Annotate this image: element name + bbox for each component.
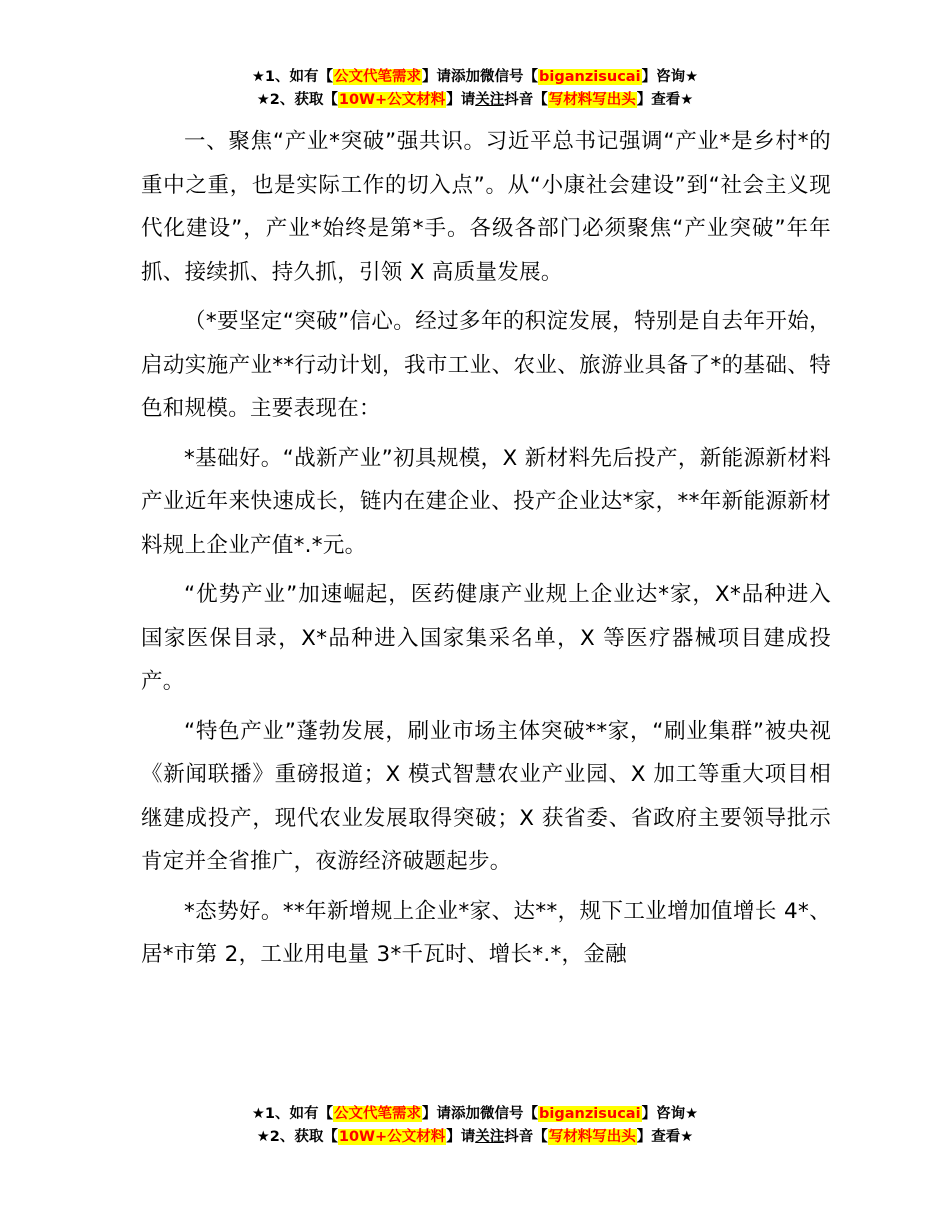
banner-text: 】查看★ [636, 92, 694, 108]
banner-line-1 [0, 1103, 950, 1126]
banner-text: 添加 [451, 69, 481, 85]
footer-banner [0, 1103, 950, 1149]
banner-line-2 [0, 1126, 950, 1149]
banner-text: 】请 [422, 1106, 452, 1122]
banner-highlight: 公文代笔需求 [334, 69, 422, 85]
banner-text: 抖音【 [504, 92, 548, 108]
paragraph: 一、聚焦“产业*突破”强共识。习近平总书记强调“产业*是乡村*的重中之重，也是实际工作的切入点”。从“小康社会建设”到“社会主义现代化建设”，产业*始终是第*手。各级各部门必须聚焦“产业突破”年年抓、接续抓、持久抓，引领 X 高质量发展。 [141, 129, 831, 285]
banner-text: 关注 [475, 1129, 505, 1145]
banner-text: 】请 [422, 69, 452, 85]
douyin-id-highlight: 写材料写出头 [548, 1129, 636, 1145]
douyin-id-highlight: 写材料写出头 [548, 92, 636, 108]
banner-line-2 [0, 89, 950, 112]
banner-text: 】查看★ [636, 1129, 694, 1145]
header-banner [0, 66, 950, 112]
wechat-id-highlight: biganzisucai [539, 1106, 641, 1122]
wechat-id-highlight: biganzisucai [539, 69, 641, 85]
banner-text: 添加 [451, 1106, 481, 1122]
banner-text: 关注 [475, 92, 505, 108]
paragraph: *态势好。**年新增规上企业*家、达**，规下工业增加值增长 4*、居*市第 2，工业用电量 3*千瓦时、增长*.*，金融 [141, 898, 831, 967]
banner-text: 微信号【 [480, 1106, 539, 1122]
banner-text: 】请 [446, 1129, 476, 1145]
banner-text: ★1、如有【 [251, 69, 334, 85]
banner-line-1 [0, 66, 950, 89]
paragraph: （*要坚定“突破”信心。经过多年的积淀发展，特别是自去年开始，启动实施产业**行动计划，我市工业、农业、旅游业具备了*的基础、特色和规模。主要表现在： [141, 309, 831, 421]
banner-text: ★2、获取【 [256, 1129, 338, 1145]
banner-highlight: 10W+公文材料 [338, 1129, 446, 1145]
banner-text: 抖音【 [504, 1129, 548, 1145]
banner-text: 】请 [446, 92, 476, 108]
paragraph: “优势产业”加速崛起，医药健康产业规上企业达*家，X*品种进入国家医保目录，X*品种进入国家集采名单，X 等医疗器械项目建成投产。 [141, 582, 831, 694]
paragraph: *基础好。“战新产业”初具规模，X 新材料先后投产，新能源新材料产业近年来快速成长，链内在建企业、投产企业达*家，**年新能源新材料规上企业产值*.*元。 [141, 445, 831, 558]
banner-text: 微信号【 [480, 69, 539, 85]
banner-highlight: 公文代笔需求 [334, 1106, 422, 1122]
document-body [141, 120, 831, 983]
banner-text: 】咨询★ [641, 1106, 699, 1122]
banner-highlight: 10W+公文材料 [338, 92, 446, 108]
paragraph: “特色产业”蓬勃发展，刷业市场主体突破**家，“刷业集群”被央视《新闻联播》重磅报道；X 模式智慧农业产业园、X 加工等重大项目相继建成投产，现代农业发展取得突破；X 获省委、省政府主要领导批示肯定并全省推广，夜游经济破题起步。 [141, 718, 831, 874]
banner-text: 】咨询★ [641, 69, 699, 85]
banner-text: ★2、获取【 [256, 92, 338, 108]
banner-text: ★1、如有【 [251, 1106, 334, 1122]
